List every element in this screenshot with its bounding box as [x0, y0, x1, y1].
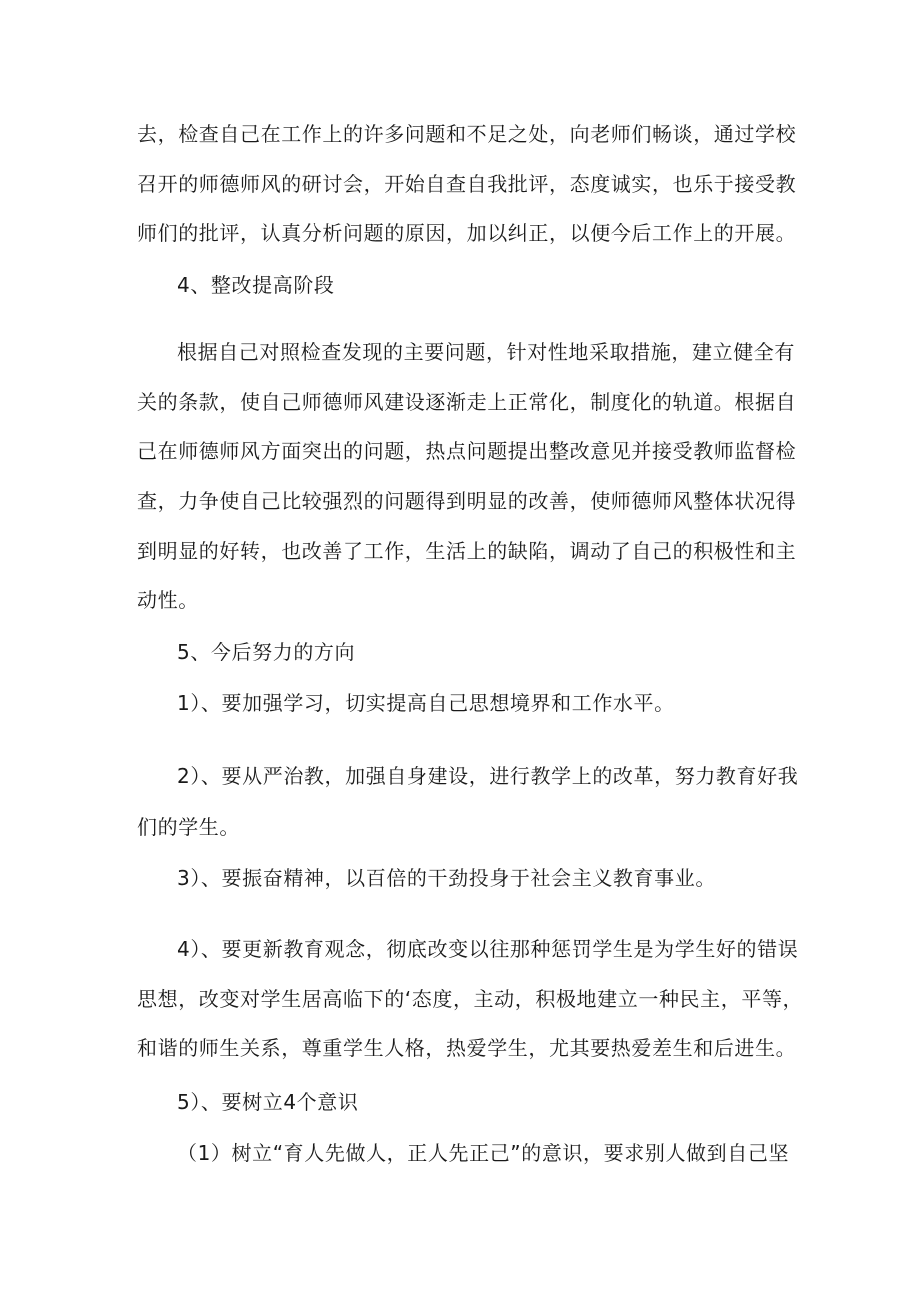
list-item: （1）树立“育人先做人，正人先正己”的意识，要求别人做到自己坚 [177, 1141, 790, 1165]
section-heading: 4、整改提高阶段 [177, 273, 335, 297]
text-line: 查，力争使自己比较强烈的问题得到明显的改善，使师德师风整体状况得 [137, 489, 797, 513]
text-line: 们的学生。 [137, 815, 240, 839]
list-item: 2）、要从严治教，加强自身建设，进行教学上的改革，努力教育好我 [177, 764, 799, 788]
text-line: 召开的师德师风的研讨会，开始自查自我批评，态度诚实，也乐于接受教 [137, 172, 797, 196]
text-line: 到明显的好转，也改善了工作，生活上的缺陷，调动了自己的积极性和主 [137, 539, 797, 563]
text-line: 去，检查自己在工作上的许多问题和不足之处，向老师们畅谈，通过学校 [137, 122, 797, 146]
text-line: 师们的批评，认真分析问题的原因，加以纠正，以便今后工作上的开展。 [137, 221, 797, 245]
text-line: 根据自己对照检查发现的主要问题，针对性地采取措施，建立健全有 [177, 340, 795, 364]
text-line: 思想，改变对学生居高临下的‘态度，主动，积极地建立一种民主，平等， [137, 987, 804, 1011]
list-item: 1）、要加强学习，切实提高自己思想境界和工作水平。 [177, 691, 675, 715]
list-item: 5）、要树立4个意识 [177, 1090, 359, 1114]
list-item: 4）、要更新教育观念，彻底改变以往那种惩罚学生是为学生好的错误 [177, 937, 799, 961]
text-line: 己在师德师风方面突出的问题，热点问题提出整改意见并接受教师监督检 [137, 439, 797, 463]
text-line: 动性。 [137, 588, 199, 612]
text-line: 关的条款，使自己师德师风建设逐渐走上正常化，制度化的轨道。根据自 [137, 390, 797, 414]
section-heading: 5、今后努力的方向 [177, 640, 356, 664]
text-line: 和谐的师生关系，尊重学生人格，热爱学生，尤其要热爱差生和后进生。 [137, 1036, 797, 1060]
list-item: 3）、要振奋精神，以百倍的干劲投身于社会主义教育事业。 [177, 866, 716, 890]
